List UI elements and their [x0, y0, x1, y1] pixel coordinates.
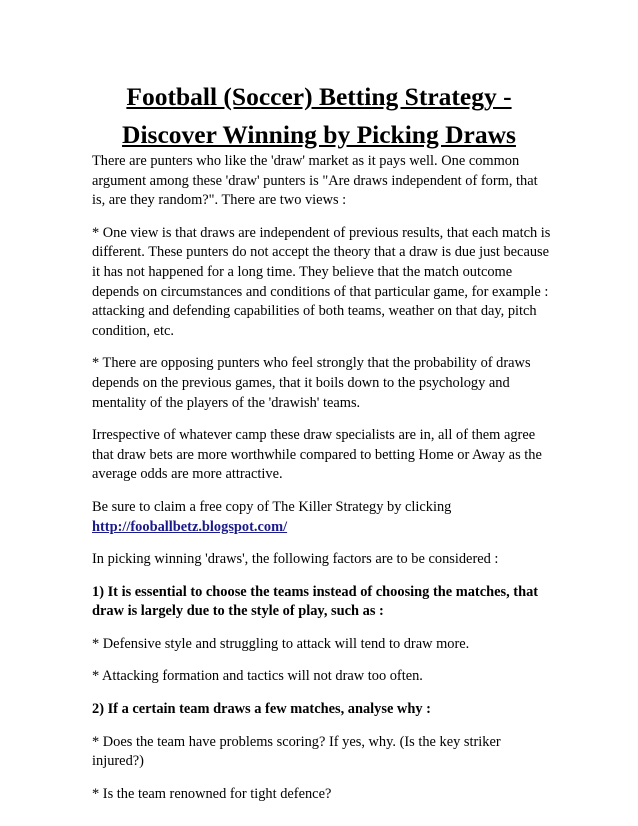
bullet-attacking-formation: * Attacking formation and tactics will not draw too often. — [92, 668, 423, 685]
bullet-defensive-style: * Defensive style and struggling to attack will tend to draw more. — [92, 635, 470, 652]
paragraph-free-copy — [92, 498, 554, 537]
paragraph-intro: There are punters who like the 'draw' market as it pays well. One common argument among these 'draw' punters is "Are draws independent of form, that is, are they random?". There are two views : — [92, 153, 538, 209]
bullet-tight-defence: * Is the team renowned for tight defence? — [92, 785, 332, 802]
document-body — [92, 152, 554, 817]
paragraph-view-two: * There are opposing punters who feel strongly that the probability of draws depends on the previous games, that it boils down to the psychology and mentality of the players of the 'drawish' teams. — [92, 355, 531, 411]
paragraph-view-one: * One view is that draws are independent of previous results, that each match is different. These punters do not accept the theory that a draw is due just because it has not happened for a long time. They believe that the match outcome depends on circumstances and conditions of that particular game, for example : attacking and defending capabilities of both teams, weather on that day, pitch condition, etc. — [92, 224, 551, 339]
heading-factor-2: 2) If a certain team draws a few matches, analyse why : — [92, 701, 431, 718]
blog-link[interactable]: http://fooballbetz.blogspot.com/ — [92, 518, 288, 535]
document-title — [0, 78, 638, 154]
free-copy-text: Be sure to claim a free copy of The Killer Strategy by clicking — [92, 498, 452, 515]
paragraph-factors: In picking winning 'draws', the following factors are to be considered : — [92, 551, 499, 568]
heading-factor-1: 1) It is essential to choose the teams instead of choosing the matches, that draw is largely due to the style of play, such as : — [92, 583, 539, 620]
title-line-1: Football (Soccer) Betting Strategy - — [126, 82, 512, 111]
bullet-scoring-problems: * Does the team have problems scoring? If yes, why. (Is the key striker injured?) — [92, 733, 501, 770]
title-line-2: Discover Winning by Picking Draws — [122, 120, 516, 149]
paragraph-odds: Irrespective of whatever camp these draw specialists are in, all of them agree that draw bets are more worthwhile compared to betting Home or Away as the average odds are more attractive. — [92, 427, 542, 483]
